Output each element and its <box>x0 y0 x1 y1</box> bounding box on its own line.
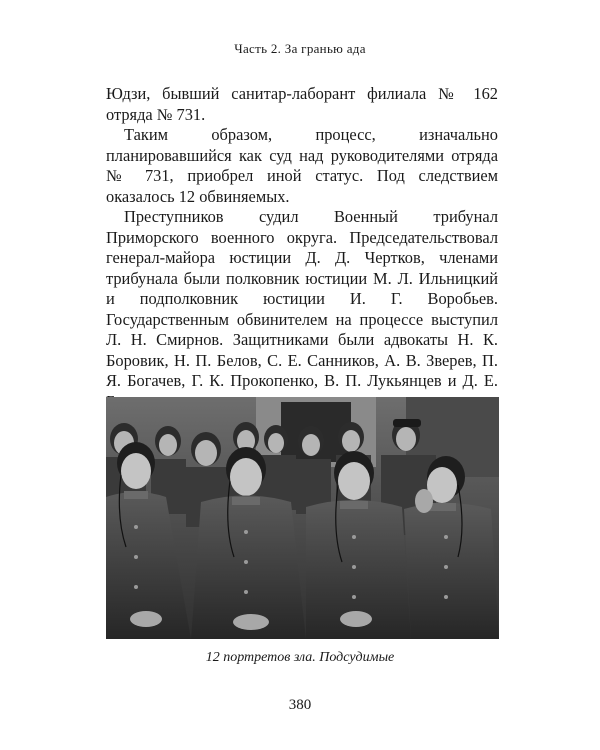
running-head: Часть 2. За гранью ада <box>234 41 366 56</box>
paragraph: Таким образом, процесс, изначально планировавшийся как суд над руководителями отряда № 731, приобрел иной статус. Под следствием оказалось 12 обвиняемых. <box>106 125 498 206</box>
courtroom-photo <box>106 397 499 639</box>
page-number: 380 <box>288 697 312 713</box>
paragraph-continuation: Юдзи, бывший санитар-лаборант филиала № 162 отряда № 731. <box>106 84 498 124</box>
paragraph: Преступников судил Военный трибунал Приморского военного округа. Председательствовал генерал-майора юстиции Д. Д. Чертков, членами трибунала были полковник юстиции М. Л. Ильницкий и подполковник юстиции И. Г. Воробьев. Государственным обвинителем на процессе выступил Л. Н. Смирнов. Защитниками были адвокаты Н. К. Боровик, Н. П. Белов, С. Е. Санников, А. В. Зверев, П. Я. Богачев, Г. К. Прокопенко, В. П. Лукьянцев и Д. Е. <box>106 207 498 390</box>
photo-illustration <box>106 397 499 639</box>
photo-caption: 12 портретов зла. Подсудимые <box>205 650 395 665</box>
